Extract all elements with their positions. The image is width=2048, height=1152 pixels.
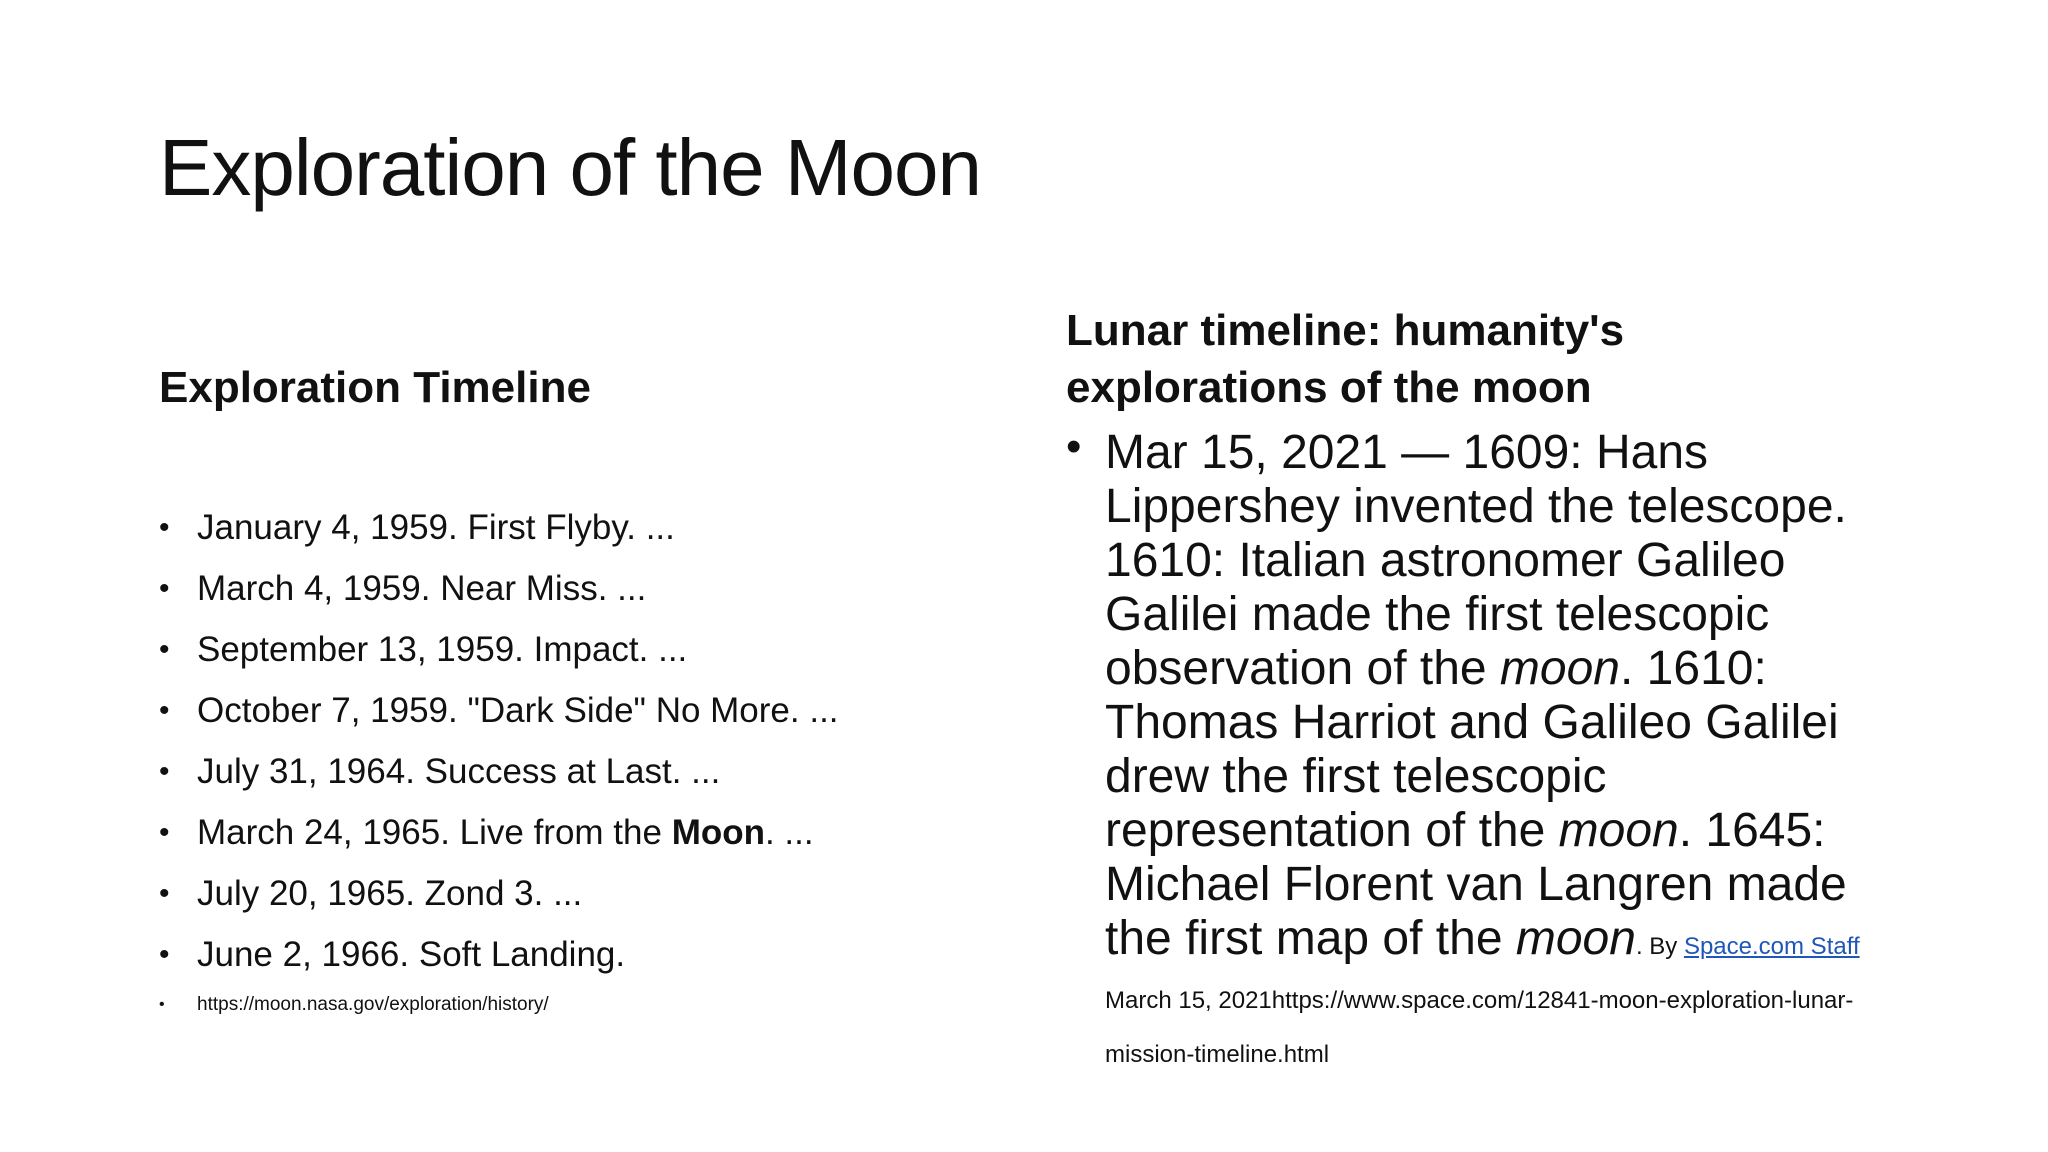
list-item [159,497,1019,558]
list-item-text: June 2, 1966. Soft Landing. [197,935,626,974]
right-column-heading: Lunar timeline: humanity's explorations of the moon [1066,306,1625,412]
slide-title: Exploration of the Moon [159,123,981,212]
list-item-text: October 7, 1959. "Dark Side" No More. ... [197,691,839,730]
bullet-icon: • [159,633,170,666]
list-item [159,802,1019,863]
list-item [159,619,1019,680]
bullet-icon: • [159,511,170,544]
list-item-text: July 20, 1965. Zond 3. ... [197,874,583,913]
bullet-icon: • [159,694,170,727]
source-list-item [159,985,1019,1025]
list-item [159,741,1019,802]
list-item-bold-text: Moon [671,813,765,852]
citation-period: . [1635,933,1643,960]
paragraph-text: Mar 15, 2021 — 1609: Hans Lippershey invented the telescope. 1610: Italian astronomer Galileo Galilei made the first telescopic observation of the [1105,426,1847,695]
source-url-text: https://moon.nasa.gov/exploration/history/ [197,994,549,1015]
list-item [159,863,1019,924]
emphasis-text: moon [1558,804,1679,857]
list-item-text: March 4, 1959. Near Miss. ... [197,569,647,608]
emphasis-text: moon [1499,642,1620,695]
list-item [159,558,1019,619]
author-link[interactable]: Space.com Staff [1683,933,1860,960]
list-item-text: September 13, 1959. Impact. ... [197,630,688,669]
left-column-heading: Exploration Timeline [159,363,591,412]
list-item [159,680,1019,741]
bullet-icon: • [159,755,170,788]
lunar-timeline-paragraph [1105,426,1905,1074]
bullet-icon: • [159,816,170,849]
list-item-text: March 24, 1965. Live from the [197,813,672,852]
paragraph-text: . 1610: Thomas Harriot and Galileo Galilei drew the first telescopic representation of the [1105,642,1839,857]
bullet-icon: • [159,877,170,910]
bullet-icon: • [159,996,165,1013]
paragraph-text: . 1645: Michael Florent van Langren made the first map of the [1105,804,1847,965]
bullet-icon: • [159,938,170,971]
citation-text: March 15, 2021https://www.space.com/12841-moon-exploration-lunar-mission-timeline.html [1105,987,1854,1068]
list-item [159,924,1019,985]
citation-by: By [1642,933,1684,960]
list-item-text: July 31, 1964. Success at Last. ... [197,752,721,791]
bullet-icon: • [159,572,170,605]
bullet-icon: • [1066,422,1082,471]
list-item-text: January 4, 1959. First Flyby. ... [197,508,675,547]
emphasis-text: moon [1515,912,1636,965]
exploration-timeline-list [159,497,1019,1025]
list-item-text: . ... [764,813,814,852]
